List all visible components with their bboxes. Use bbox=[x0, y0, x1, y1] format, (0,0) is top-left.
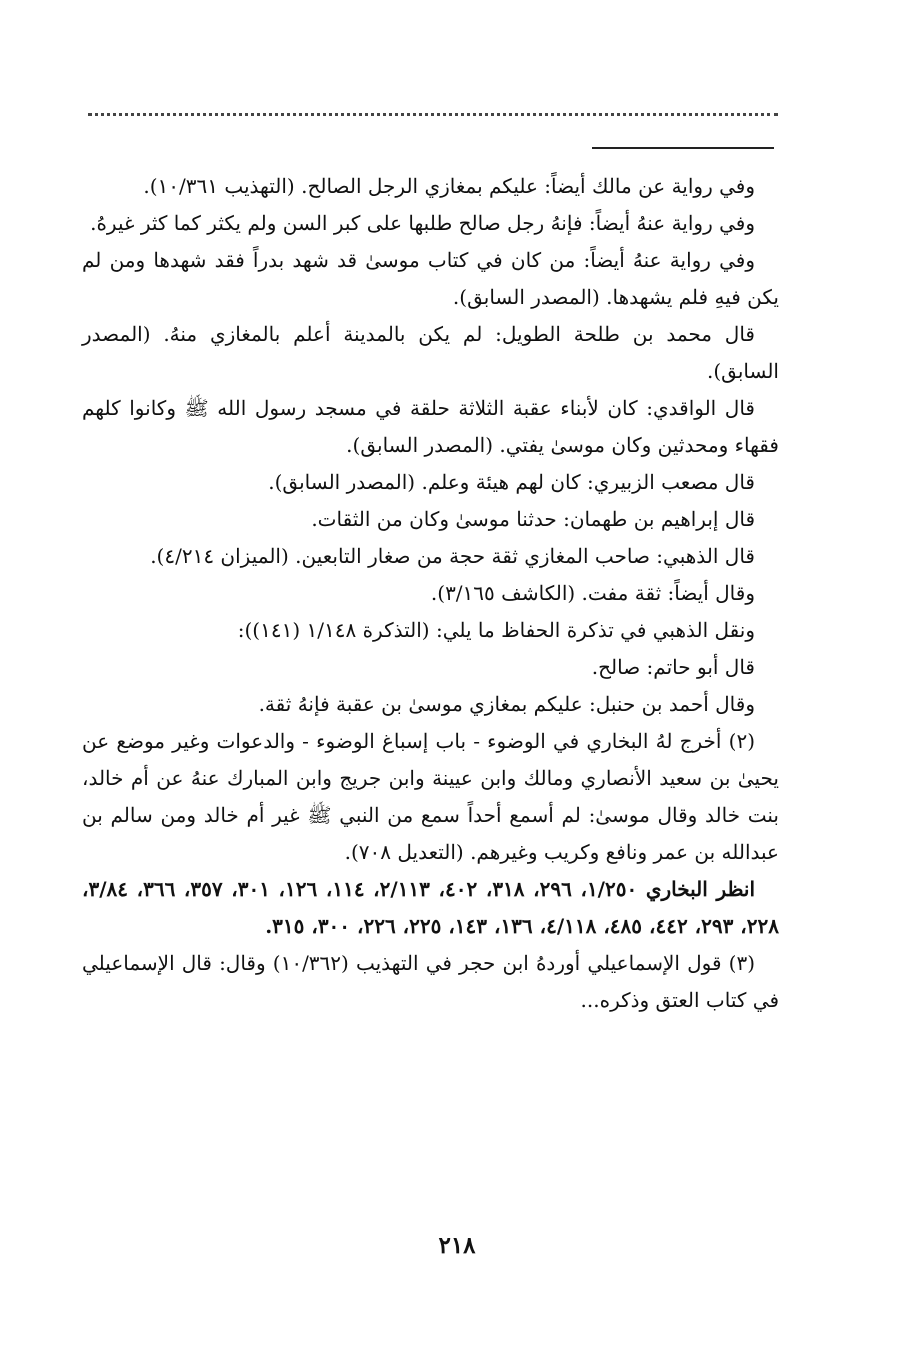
paragraph-1: وفي رواية عن مالك أيضاً: عليكم بمغازي الرجل الصالح. (التهذيب ١٠/٣٦١). bbox=[143, 174, 755, 198]
paragraph-5: قال الواقدي: كان لأبناء عقبة الثلاثة حلقة في مسجد رسول الله ﷺ وكانوا كلهم فقهاء ومحدثين وكان موسىٰ يفتي. (المصدر السابق). bbox=[82, 396, 779, 457]
bukhari-references: انظر البخاري ١/٢٥٠، ٢٩٦، ٣١٨، ٤٠٢، ٢/١١٣، ١١٤، ١٢٦، ٣٠١، ٣٥٧، ٣٦٦، ٣/٨٤، ٢٢٨، ٢٩٣، ٤٤٢، ٤٨٥، ٤/١١٨، ١٣٦، ١٤٣، ٢٢٥، ٢٢٦، ٣٠٠، ٣١٥. bbox=[82, 877, 779, 938]
footnote-2: (٢) أخرج لهُ البخاري في الوضوء - باب إسباغ الوضوء - والدعوات وغير موضع عن يحيىٰ بن سعيد الأنصاري ومالك وابن عيينة وابن جريج وابن المبارك عنهُ عن أم خالد، بنت خالد وقال موسىٰ: لم أسمع أحداً سمع من النبي ﷺ غير أم خالد ومن سالم بن عبدالله بن عمر ونافع وكريب وغيرهم. (التعديل ٧٠٨). bbox=[82, 729, 779, 864]
paragraph-11: قال أبو حاتم: صالح. bbox=[591, 655, 755, 679]
paragraph-8: قال الذهبي: صاحب المغازي ثقة حجة من صغار التابعين. (الميزان ٤/٢١٤). bbox=[150, 544, 755, 568]
paragraph-7: قال إبراهيم بن طهمان: حدثنا موسىٰ وكان من الثقات. bbox=[311, 507, 755, 531]
paragraph-2: وفي رواية عنهُ أيضاً: فإنهُ رجل صالح طلبها على كبر السن ولم يكثر كما كثر غيرهُ. bbox=[90, 211, 755, 235]
paragraph-3: وفي رواية عنهُ أيضاً: من كان في كتاب موسىٰ قد شهد بدراً فقد شهدها ومن لم يكن فيهِ فلم يشهدها. (المصدر السابق). bbox=[82, 248, 779, 309]
footnote-3: (٣) قول الإسماعيلي أوردهُ ابن حجر في التهذيب (١٠/٣٦٢) وقال: قال الإسماعيلي في كتاب العتق وذكره... bbox=[82, 951, 779, 1012]
paragraph-6: قال مصعب الزبيري: كان لهم هيئة وعلم. (المصدر السابق). bbox=[268, 470, 755, 494]
page-body bbox=[82, 168, 779, 1019]
paragraph-12: وقال أحمد بن حنبل: عليكم بمغازي موسىٰ بن عقبة فإنهُ ثقة. bbox=[258, 692, 755, 716]
dotted-separator bbox=[88, 113, 778, 116]
paragraph-9: وقال أيضاً: ثقة مفت. (الكاشف ٣/١٦٥). bbox=[430, 581, 755, 605]
footnote-separator bbox=[592, 147, 774, 149]
paragraph-4: قال محمد بن طلحة الطويل: لم يكن بالمدينة أعلم بالمغازي منهُ. (المصدر السابق). bbox=[82, 322, 779, 383]
paragraph-10: ونقل الذهبي في تذكرة الحفاظ ما يلي: (التذكرة ١/١٤٨ (١٤١)): bbox=[237, 618, 755, 642]
page-number: ٢١٨ bbox=[438, 1232, 476, 1259]
